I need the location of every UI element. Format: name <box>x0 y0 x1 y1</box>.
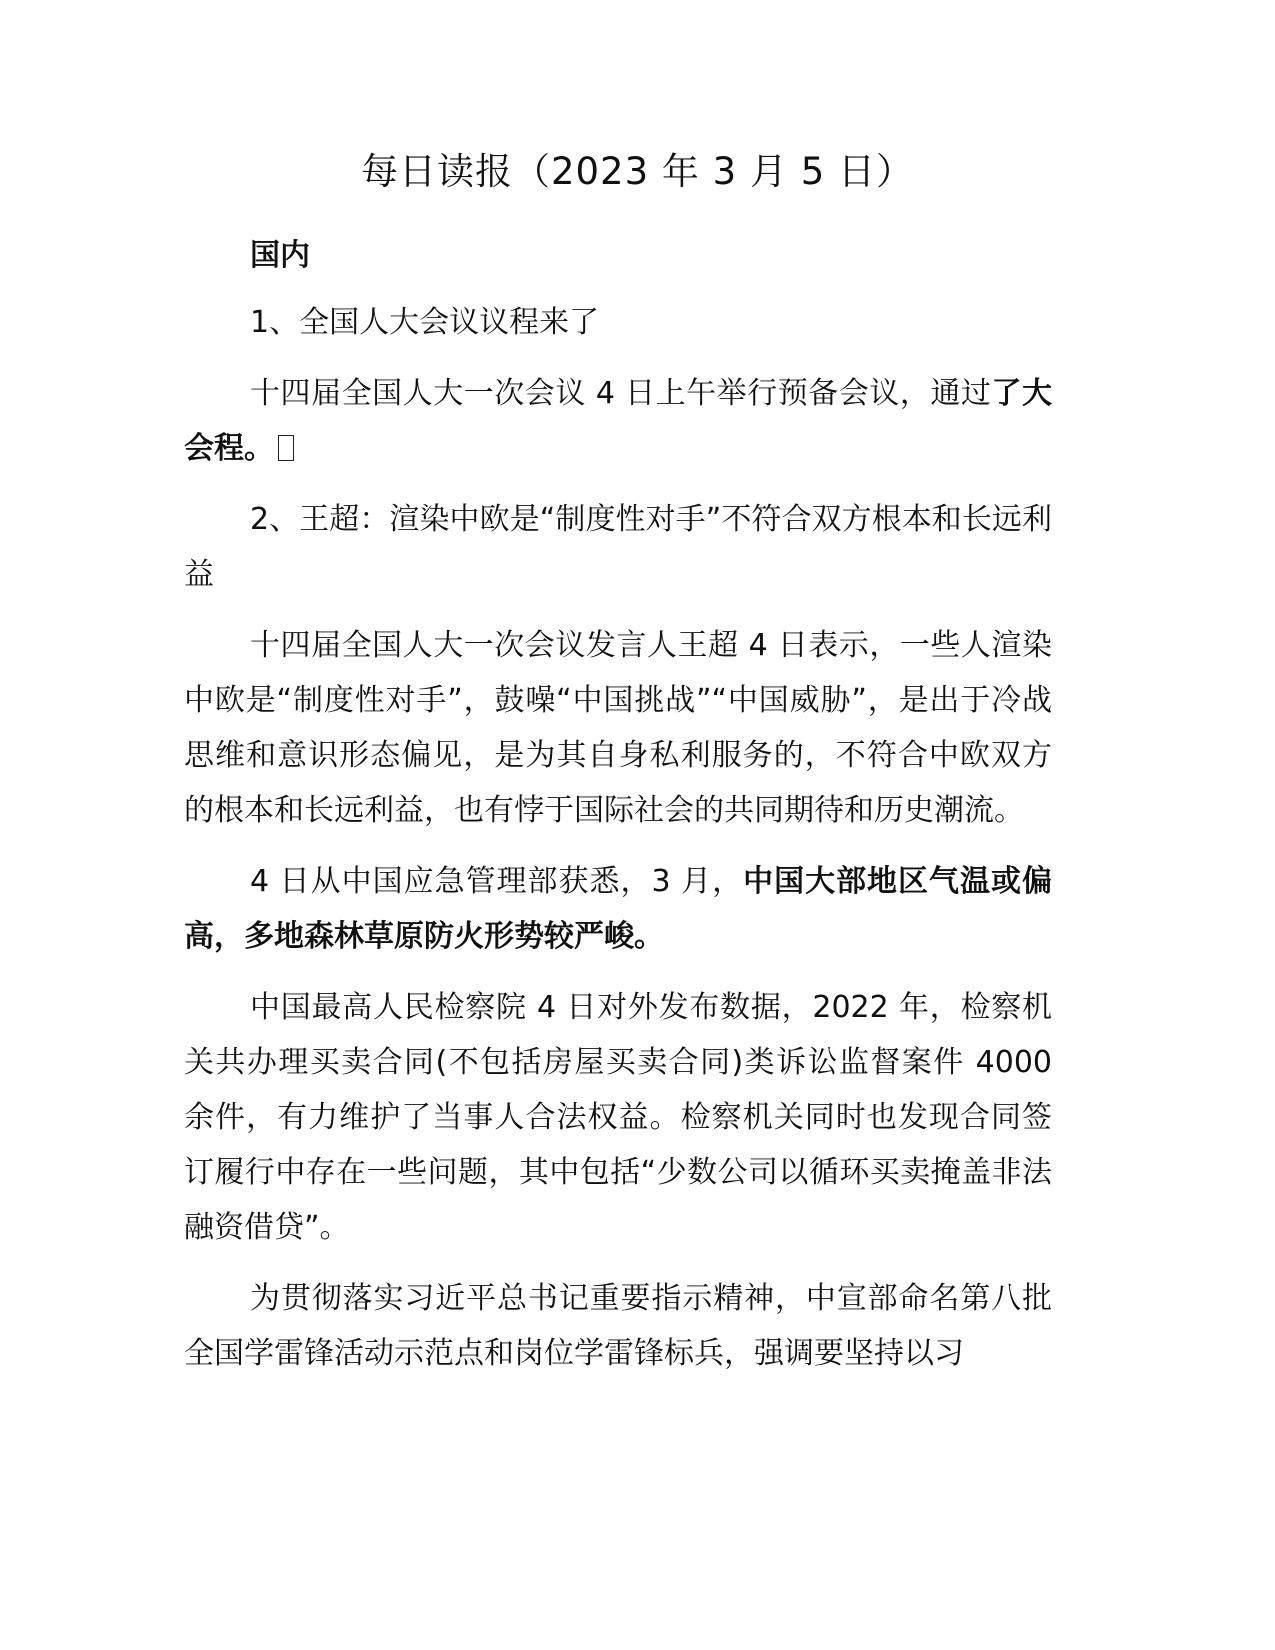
item1-body-tail: 了大会程。 <box>184 376 1053 466</box>
item2-heading: 2、王超：渲染中欧是“制度性对手”不符合双方根本和长远利益 <box>184 502 1052 592</box>
fire-risk-bold: 中国大部地区气温或偏高，多地森林草原防火形势较严峻。 <box>184 864 1053 954</box>
section-heading-domestic: 国内 <box>250 238 310 273</box>
procuratorate-paragraph: 中国最高人民检察院 4 日对外发布数据，2022 年，检察机关共办理买卖合同(不包括房屋买卖合同)类诉讼监督案件 4000 余件，有力维护了当事人合法权益。检察机关同时也发现合同签订履行中存在一些问题，其中包括“少数公司以循环买卖掩盖非法融资借贷”。 <box>184 990 1052 1245</box>
item2-body: 十四届全国人大一次会议发言人王超 4 日表示，一些人渲染中欧是“制度性对手”，鼓噪“中国挑战”“中国威胁”，是出于冷战思维和意识形态偏见，是为其自身私利服务的，不符合中欧双方的根本和长远利益，也有悖于国际社会的共同期待和历史潮流。 <box>184 628 1052 828</box>
fire-risk-prefix: 4 日从中国应急管理部获悉，3 月， <box>250 864 744 899</box>
leifeng-paragraph: 为贯彻落实习近平总书记重要指示精神，中宣部命名第八批全国学雷锋活动示范点和岗位学雷锋标兵，强调要坚持以习 <box>184 1281 1052 1371</box>
item1-body <box>184 366 1052 476</box>
item1-body-text: 十四届全国人大一次会议 4 日上午举行预备会议，通过 <box>250 376 992 411</box>
document-title: 每日读报（2023 年 3 月 5 日） <box>360 150 915 193</box>
item1-heading: 1、全国人大会议议程来了 <box>250 305 600 340</box>
document-body <box>184 228 1052 1397</box>
missing-glyph-box <box>278 435 294 461</box>
fire-risk-paragraph <box>184 854 1052 964</box>
